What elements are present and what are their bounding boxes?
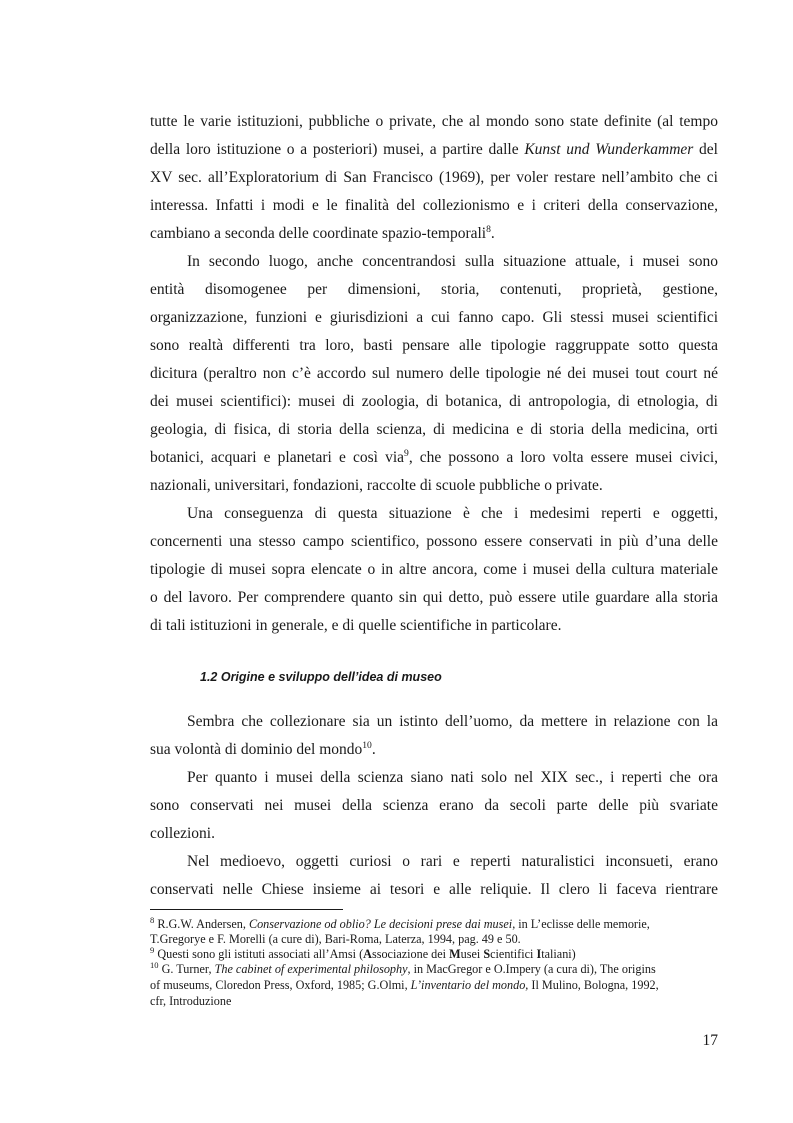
- footnote-ref-10[interactable]: 10: [362, 739, 372, 751]
- body-line: In secondo luogo, anche concentrandosi sulla situazione attuale, i musei sono: [187, 253, 718, 270]
- body-line: cambiano a seconda delle coordinate spazio-temporali$^8$.: [150, 223, 495, 242]
- footnote-8: $^8$ R.G.W. Andersen, Conservazione od oblio? Le decisioni prese dai musei, in L’eclisse delle memorie,: [150, 914, 650, 931]
- body-line: di tali istituzioni in generale, e di quelle scientifiche in particolare.: [150, 617, 562, 634]
- body-line: botanici, acquari e planetari e così via$^9$, che possono a loro volta essere musei civici,: [150, 447, 718, 466]
- body-line: dicitura (peraltro non c’è accordo sul numero delle tipologie né dei musei tout court né: [150, 365, 718, 382]
- footnote-8-line-2: T.Gregorye e F. Morelli (a cure di), Bari-Roma, Laterza, 1994, pag. 49 e 50.: [150, 932, 521, 946]
- body-line: Una conseguenza di questa situazione è che i medesimi reperti e oggetti,: [187, 505, 718, 522]
- body-line: Nel medioevo, oggetti curiosi o rari e reperti naturalistici inconsueti, erano: [187, 853, 718, 870]
- footnote-ref-9[interactable]: 9: [404, 447, 409, 459]
- body-line: sono realtà differenti tra loro, basti pensare alle tipologie raggruppate sotto questa: [150, 337, 718, 354]
- body-line: sua volontà di dominio del mondo$^{10}$.: [150, 739, 376, 758]
- body-line: dei musei scientifici): musei di zoologia, di botanica, di antropologia, di etnologia, di: [150, 393, 718, 410]
- body-line: concernenti una stesso campo scientifico, possono essere conservati in più d’una delle: [150, 533, 718, 550]
- body-line: interessa. Infatti i modi e le finalità del collezionismo e i criteri della conservazione,: [150, 197, 718, 214]
- body-line: organizzazione, funzioni e giurisdizioni a cui fanno capo. Gli stessi musei scientifici: [150, 309, 718, 326]
- body-line: Per quanto i musei della scienza siano nati solo nel XIX sec., i reperti che ora: [187, 769, 718, 786]
- footnote-10-line-3: cfr, Introduzione: [150, 994, 232, 1008]
- body-line: della loro istituzione o a posteriori) musei, a partire dalle Kunst und Wunderkammer del: [150, 141, 718, 158]
- body-line: o del lavoro. Per comprendere quanto sin qui detto, può essere utile guardare alla storia: [150, 589, 718, 606]
- footnote-ref-8[interactable]: 8: [486, 223, 491, 235]
- footnote-10-line-2: of museums, Cloredon Press, Oxford, 1985; G.Olmi, L’inventario del mondo, Il Mulino, Bologna, 1992,: [150, 978, 659, 992]
- body-line: XV sec. all’Exploratorium di San Francisco (1969), per voler restare nell’ambito che ci: [150, 169, 718, 186]
- footnote-separator: [150, 909, 343, 910]
- emphasis-title: Kunst und Wunderkammer: [524, 141, 694, 158]
- body-line: entità disomogenee per dimensioni, storia, contenuti, proprietà, gestione,: [150, 281, 718, 298]
- body-line: collezioni.: [150, 825, 215, 842]
- body-line: geologia, di fisica, di storia della scienza, di medicina e di storia della medicina, orti: [150, 421, 718, 438]
- body-line: Sembra che collezionare sia un istinto dell’uomo, da mettere in relazione con la: [187, 713, 718, 730]
- body-line: conservati nelle Chiese insieme ai tesori e alle reliquie. Il clero li faceva rientrare: [150, 881, 718, 898]
- footnote-10: $^{10}$ G. Turner, The cabinet of experimental philosophy, in MacGregor e O.Impery (a cura di), The origins: [150, 959, 656, 976]
- body-line: nazionali, universitari, fondazioni, raccolte di scuole pubbliche o private.: [150, 477, 603, 494]
- body-line: tutte le varie istituzioni, pubbliche o private, che al mondo sono state definite (al tempo: [150, 113, 718, 130]
- footnote-9: $^9$ Questi sono gli istituti associati all’Amsi (Associazione dei Musei Scientifici Italiani): [150, 944, 576, 961]
- body-line: sono conservati nei musei della scienza erano da secoli parte delle più svariate: [150, 797, 718, 814]
- page-number: 17: [702, 1032, 718, 1049]
- body-line: tipologie di musei sopra elencate o in altre ancora, come i musei della cultura materiale: [150, 561, 718, 578]
- section-heading: 1.2 Origine e sviluppo dell’idea di museo: [200, 670, 442, 684]
